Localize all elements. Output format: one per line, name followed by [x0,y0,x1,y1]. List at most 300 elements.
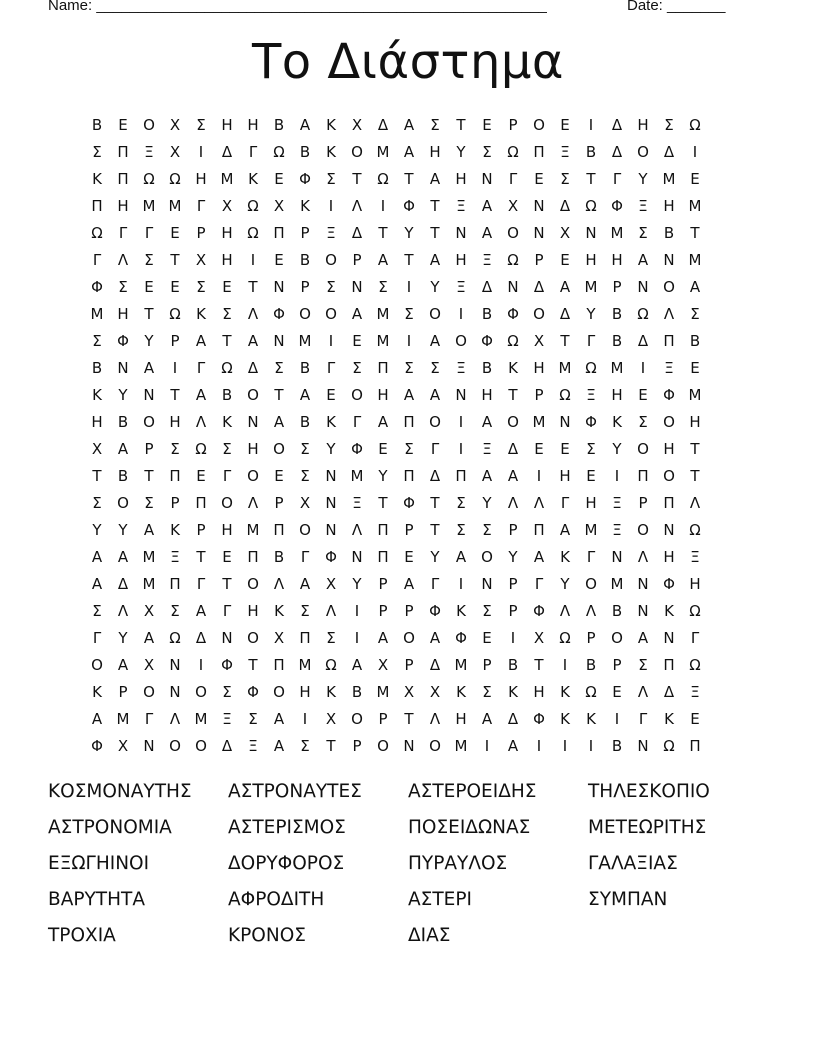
grid-letter: Γ [92,251,102,269]
grid-letter: Μ [688,386,702,404]
grid-letter: Τ [144,467,154,485]
grid-letter: Φ [351,440,363,458]
grid-letter: Σ [326,629,336,647]
grid-letter: Ε [170,278,180,296]
grid-letter: Χ [273,197,285,215]
grid-letter: Α [429,170,441,188]
grid-letter: Τ [170,251,180,269]
grid-letter: Λ [325,602,337,620]
grid-letter: Χ [169,143,181,161]
grid-letter: Χ [195,251,207,269]
grid-letter: Γ [196,575,206,593]
grid-letter: Κ [508,683,518,701]
grid-letter: Η [299,683,311,701]
name-field-label: Name: ______________________________________________________ [48,0,547,14]
grid-letter: Α [91,710,103,728]
grid-letter: Α [533,548,545,566]
grid-letter: Τ [560,332,570,350]
grid-letter: Ο [247,386,259,404]
grid-letter: Α [377,251,389,269]
grid-letter: Μ [454,656,468,674]
grid-letter: Ν [559,413,571,431]
grid-letter: Α [637,251,649,269]
grid-letter: Σ [482,683,492,701]
grid-letter: Ν [663,521,675,539]
grid-letter: Α [559,278,571,296]
grid-letter: Γ [118,224,128,242]
grid-letter: Γ [638,710,648,728]
grid-letter: Σ [170,440,180,458]
grid-letter: Ι [536,737,542,755]
grid-letter: Ρ [118,683,128,701]
grid-letter: Ω [663,737,675,755]
grid-letter: Λ [351,521,363,539]
grid-letter: Λ [559,602,571,620]
grid-letter: Ν [533,224,545,242]
grid-letter: Υ [430,278,440,296]
grid-letter: Ο [611,629,623,647]
grid-letter: Σ [404,440,414,458]
grid-letter: Ο [221,494,233,512]
grid-letter: Ω [689,521,701,539]
grid-letter: Π [117,143,129,161]
grid-letter: Χ [143,656,155,674]
grid-letter: Τ [352,170,362,188]
grid-letter: Ν [663,629,675,647]
grid-letter: Υ [118,629,128,647]
grid-letter: Ι [536,467,542,485]
grid-letter: Β [299,359,311,377]
grid-letter: Ι [406,332,412,350]
grid-letter: Β [611,602,623,620]
grid-letter: Δ [481,278,493,296]
grid-letter: Σ [430,116,440,134]
grid-letter: Ε [586,467,596,485]
grid-letter: Ι [198,656,204,674]
grid-letter: Κ [586,710,596,728]
grid-letter: Η [533,683,545,701]
grid-letter: Φ [221,656,233,674]
grid-letter: Μ [142,575,156,593]
grid-letter: Σ [378,278,388,296]
grid-letter: Υ [482,494,492,512]
grid-letter: Α [481,224,493,242]
grid-letter: Ν [533,197,545,215]
grid-letter: Ε [118,116,128,134]
grid-letter: Ω [247,224,259,242]
grid-letter: Ι [354,629,360,647]
grid-letter: Π [533,521,545,539]
grid-letter: Φ [91,278,103,296]
grid-letter: Λ [169,710,181,728]
grid-letter: Λ [663,305,675,323]
grid-letter: Μ [142,197,156,215]
grid-letter: Α [117,440,129,458]
grid-letter: Ε [274,467,284,485]
grid-letter: Ι [562,737,568,755]
grid-letter: Β [91,359,103,377]
grid-letter: Σ [404,305,414,323]
grid-letter: Η [585,494,597,512]
grid-letter: Ε [612,683,622,701]
grid-letter: Σ [482,521,492,539]
grid-letter: Τ [430,521,440,539]
grid-letter: Κ [92,386,102,404]
grid-letter: Μ [688,197,702,215]
grid-letter: Ν [507,278,519,296]
grid-letter: Α [195,386,207,404]
grid-letter: Χ [91,440,103,458]
grid-letter: Η [455,170,467,188]
grid-letter: Ξ [456,197,466,215]
grid-letter: Μ [558,359,572,377]
grid-letter: Φ [533,602,545,620]
grid-letter: Ο [429,305,441,323]
grid-letter: Ρ [196,224,206,242]
grid-letter: Χ [299,494,311,512]
grid-letter: Π [117,170,129,188]
word-list-item: ΑΣΤΕΡΙΣΜΟΣ [228,817,346,838]
grid-letter: Η [455,710,467,728]
grid-letter: Β [351,683,363,701]
word-list-item: ΑΣΤΡΟΝΑΥΤΕΣ [228,781,362,802]
grid-letter: Γ [222,602,232,620]
grid-letter: Δ [663,683,675,701]
grid-letter: Τ [430,224,440,242]
grid-letter: Ο [663,413,675,431]
grid-letter: Ν [637,602,649,620]
grid-letter: Ν [637,278,649,296]
grid-letter: Ω [585,197,597,215]
grid-letter: Τ [404,170,414,188]
grid-letter: Υ [92,521,102,539]
grid-letter: Φ [533,710,545,728]
grid-letter: Ρ [638,494,648,512]
grid-letter: Ω [169,170,181,188]
grid-letter: Τ [248,278,258,296]
grid-letter: Ε [482,116,492,134]
grid-letter: Ρ [274,494,284,512]
grid-letter: Κ [326,683,336,701]
grid-letter: Τ [508,386,518,404]
grid-letter: Μ [142,548,156,566]
grid-letter: Ο [403,629,415,647]
grid-letter: Ι [302,710,308,728]
grid-letter: Σ [274,359,284,377]
grid-letter: Α [143,521,155,539]
grid-letter: Φ [247,683,259,701]
grid-letter: Σ [144,494,154,512]
grid-letter: Υ [118,386,128,404]
grid-letter: Ο [169,737,181,755]
word-list-item: ΚΡΟΝΟΣ [228,925,306,946]
grid-letter: Α [351,305,363,323]
grid-letter: Φ [325,548,337,566]
grid-letter: Ω [221,359,233,377]
grid-letter: Τ [690,440,700,458]
grid-letter: Ξ [482,440,492,458]
grid-letter: Α [247,332,259,350]
grid-letter: Ω [689,656,701,674]
grid-letter: Ε [690,170,700,188]
grid-letter: Σ [118,278,128,296]
grid-letter: Κ [560,710,570,728]
grid-letter: Κ [326,413,336,431]
grid-letter: Χ [325,710,337,728]
grid-letter: Ι [458,305,464,323]
word-list-item: ΣΥΜΠΑΝ [588,889,668,910]
grid-letter: Χ [169,116,181,134]
grid-letter: Ξ [352,494,362,512]
grid-letter: Σ [326,170,336,188]
grid-letter: Μ [532,413,546,431]
grid-letter: Ο [299,521,311,539]
grid-letter: Π [377,521,389,539]
grid-letter: Ν [143,386,155,404]
grid-letter: Π [377,359,389,377]
grid-letter: Ν [455,386,467,404]
grid-letter: Λ [195,413,207,431]
grid-letter: Ω [169,629,181,647]
grid-letter: Ο [273,683,285,701]
grid-letter: Τ [404,251,414,269]
grid-letter: Β [481,305,493,323]
grid-letter: Ξ [612,521,622,539]
grid-letter: Τ [274,386,284,404]
grid-letter: Δ [117,575,129,593]
grid-letter: Σ [222,683,232,701]
grid-letter: Β [507,656,519,674]
grid-letter: Μ [610,575,624,593]
grid-letter: Α [689,278,701,296]
word-list-item: ΠΥΡΑΥΛΟΣ [408,853,508,874]
date-field-label: Date: _______ [627,0,726,14]
grid-letter: Ξ [144,143,154,161]
grid-letter: Γ [612,170,622,188]
grid-letter: Π [169,575,181,593]
grid-letter: Ξ [222,710,232,728]
grid-letter: Ω [637,305,649,323]
grid-letter: Υ [456,143,466,161]
grid-letter: Ο [585,575,597,593]
grid-letter: Ω [273,143,285,161]
grid-letter: Κ [222,413,232,431]
grid-letter: Δ [559,197,571,215]
grid-letter: Μ [376,332,390,350]
grid-letter: Β [221,386,233,404]
word-list-item: ΜΕΤΕΩΡΙΤΗΣ [588,817,707,838]
word-list-item: ΤΡΟΧΙΑ [48,925,116,946]
grid-letter: Λ [637,683,649,701]
grid-letter: Ε [534,170,544,188]
grid-letter: Υ [586,305,596,323]
grid-letter: Μ [194,710,208,728]
grid-letter: Η [221,224,233,242]
grid-letter: Α [143,629,155,647]
grid-letter: Α [117,656,129,674]
grid-letter: Ο [507,224,519,242]
grid-letter: Σ [144,251,154,269]
grid-letter: Σ [92,494,102,512]
grid-letter: Φ [273,305,285,323]
grid-letter: Α [91,548,103,566]
grid-letter: Κ [196,305,206,323]
grid-letter: Φ [585,413,597,431]
grid-letter: Σ [430,359,440,377]
grid-letter: Η [247,440,259,458]
grid-letter: Α [403,143,415,161]
grid-letter: Ξ [456,278,466,296]
word-list-item: ΓΑΛΑΞΙΑΣ [588,853,678,874]
grid-letter: Μ [584,521,598,539]
grid-letter: Γ [586,332,596,350]
grid-letter: Ξ [326,224,336,242]
grid-letter: Ν [325,467,337,485]
grid-letter: Ν [117,359,129,377]
grid-letter: Π [637,467,649,485]
grid-letter: Η [559,467,571,485]
grid-letter: Ξ [638,197,648,215]
grid-letter: Ι [562,656,568,674]
grid-letter: Α [299,575,311,593]
grid-letter: Ι [198,143,204,161]
grid-letter: Π [663,656,675,674]
grid-letter: Φ [507,305,519,323]
grid-letter: Η [117,197,129,215]
grid-letter: Ρ [508,575,518,593]
grid-letter: Π [663,332,675,350]
grid-letter: Κ [508,359,518,377]
grid-letter: Χ [351,116,363,134]
grid-letter: Ι [692,143,698,161]
grid-letter: Μ [298,656,312,674]
grid-letter: Β [689,332,701,350]
grid-letter: Κ [274,602,284,620]
grid-letter: Ε [352,332,362,350]
grid-letter: Ν [325,494,337,512]
grid-letter: Λ [247,305,259,323]
grid-letter: Γ [326,359,336,377]
grid-letter: Τ [430,197,440,215]
grid-letter: Γ [430,575,440,593]
grid-letter: Φ [403,197,415,215]
grid-letter: Ε [222,548,232,566]
grid-letter: Σ [482,143,492,161]
grid-letter: Σ [482,602,492,620]
grid-letter: Χ [143,602,155,620]
grid-letter: Χ [429,683,441,701]
grid-letter: Τ [222,332,232,350]
grid-letter: Η [117,305,129,323]
grid-letter: Υ [404,224,414,242]
grid-letter: Τ [456,116,466,134]
grid-letter: Ε [638,386,648,404]
grid-letter: Σ [664,116,674,134]
grid-letter: Φ [403,494,415,512]
grid-letter: Η [689,413,701,431]
grid-letter: Ω [143,170,155,188]
grid-letter: Π [533,143,545,161]
grid-letter: Γ [144,710,154,728]
grid-letter: Η [195,170,207,188]
grid-letter: Α [195,332,207,350]
grid-letter: Ν [637,575,649,593]
grid-letter: Χ [533,629,545,647]
grid-letter: Λ [689,494,701,512]
word-list-item: ΕΞΩΓΗΙΝΟΙ [48,853,150,874]
grid-letter: Σ [300,440,310,458]
grid-letter: Ε [690,359,700,377]
grid-letter: Π [377,548,389,566]
grid-letter: Ν [481,170,493,188]
grid-letter: Φ [663,386,675,404]
grid-letter: Σ [456,494,466,512]
grid-letter: Ρ [612,656,622,674]
grid-letter: Ρ [300,224,310,242]
grid-letter: Α [403,575,415,593]
grid-letter: Ω [507,251,519,269]
grid-letter: Σ [196,278,206,296]
grid-letter: Ξ [248,737,258,755]
grid-letter: Α [273,413,285,431]
grid-letter: Ρ [378,575,388,593]
grid-letter: Τ [586,170,596,188]
word-list-item: ΑΦΡΟΔΙΤΗ [228,889,325,910]
grid-letter: Ξ [456,359,466,377]
grid-letter: Ρ [300,278,310,296]
grid-letter: Π [169,467,181,485]
grid-letter: Κ [456,602,466,620]
grid-letter: Μ [90,305,104,323]
grid-letter: Ξ [586,386,596,404]
grid-letter: Β [299,143,311,161]
grid-letter: Ξ [690,548,700,566]
grid-letter: Κ [560,548,570,566]
grid-letter: Σ [196,116,206,134]
grid-letter: Ι [588,737,594,755]
grid-letter: Τ [378,224,388,242]
grid-letter: Ο [247,467,259,485]
grid-letter: Ω [689,602,701,620]
grid-letter: Α [481,197,493,215]
grid-letter: Γ [222,467,232,485]
grid-letter: Υ [560,575,570,593]
grid-letter: Λ [117,602,129,620]
grid-letter: Σ [300,737,310,755]
grid-letter: Ι [458,575,464,593]
grid-letter: Δ [247,359,259,377]
grid-letter: Χ [533,332,545,350]
grid-letter: Δ [351,224,363,242]
grid-letter: Ο [533,305,545,323]
grid-letter: Ω [559,629,571,647]
grid-letter: Τ [144,305,154,323]
grid-letter: Τ [222,575,232,593]
grid-letter: Α [117,548,129,566]
grid-letter: Ρ [534,386,544,404]
grid-letter: Β [611,737,623,755]
grid-letter: Υ [612,440,622,458]
grid-letter: Ο [663,278,675,296]
grid-letter: Α [273,710,285,728]
grid-letter: Φ [299,170,311,188]
grid-letter: Δ [221,737,233,755]
grid-letter: Λ [533,494,545,512]
grid-letter: Ω [247,197,259,215]
grid-letter: Η [247,116,259,134]
grid-letter: Α [455,548,467,566]
grid-letter: Π [247,548,259,566]
